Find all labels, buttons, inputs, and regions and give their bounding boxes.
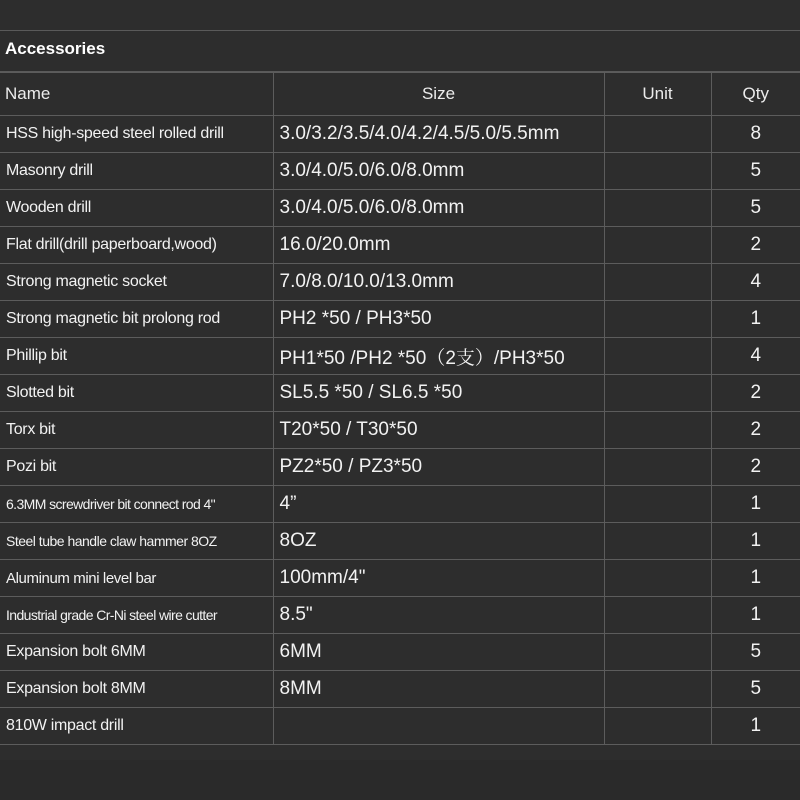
table-row bbox=[0, 412, 800, 449]
cell-size: 100mm/4" bbox=[273, 560, 604, 597]
cell-name: Flat drill(drill paperboard,wood) bbox=[0, 227, 273, 264]
cell-size: 7.0/8.0/10.0/13.0mm bbox=[273, 264, 604, 301]
cell-qty: 1 bbox=[711, 523, 800, 560]
cell-size bbox=[273, 708, 604, 745]
cell-qty: 2 bbox=[711, 412, 800, 449]
cell-unit bbox=[604, 486, 711, 523]
cell-size: SL5.5 *50 / SL6.5 *50 bbox=[273, 375, 604, 412]
cell-size: PH2 *50 / PH3*50 bbox=[273, 301, 604, 338]
cell-name: Steel tube handle claw hammer 8OZ bbox=[0, 523, 273, 560]
table-header-row bbox=[0, 73, 800, 116]
accessories-table bbox=[0, 72, 800, 745]
table-row bbox=[0, 375, 800, 412]
table-row bbox=[0, 190, 800, 227]
cell-unit bbox=[604, 634, 711, 671]
table-row bbox=[0, 486, 800, 523]
table-row bbox=[0, 560, 800, 597]
cell-name: Expansion bolt 8MM bbox=[0, 671, 273, 708]
cell-name: Masonry drill bbox=[0, 153, 273, 190]
cell-name: Phillip bit bbox=[0, 338, 273, 375]
cell-qty: 1 bbox=[711, 301, 800, 338]
cell-unit bbox=[604, 449, 711, 486]
table-row bbox=[0, 634, 800, 671]
cell-size: 8OZ bbox=[273, 523, 604, 560]
cell-unit bbox=[604, 597, 711, 634]
table-row bbox=[0, 227, 800, 264]
cell-unit bbox=[604, 301, 711, 338]
cell-name: Pozi bit bbox=[0, 449, 273, 486]
cell-unit bbox=[604, 375, 711, 412]
table-row bbox=[0, 301, 800, 338]
cell-qty: 1 bbox=[711, 708, 800, 745]
table-row bbox=[0, 153, 800, 190]
cell-size: 6MM bbox=[273, 634, 604, 671]
cell-name: 6.3MM screwdriver bit connect rod 4" bbox=[0, 486, 273, 523]
cell-name: Aluminum mini level bar bbox=[0, 560, 273, 597]
table-row bbox=[0, 597, 800, 634]
cell-unit bbox=[604, 708, 711, 745]
cell-qty: 2 bbox=[711, 227, 800, 264]
cell-qty: 1 bbox=[711, 560, 800, 597]
cell-name: Strong magnetic socket bbox=[0, 264, 273, 301]
cell-unit bbox=[604, 338, 711, 375]
table-row bbox=[0, 338, 800, 375]
accessories-title: Accessories bbox=[5, 39, 106, 58]
cell-size: 3.0/4.0/5.0/6.0/8.0mm bbox=[273, 190, 604, 227]
cell-size: 8.5" bbox=[273, 597, 604, 634]
cell-name: Expansion bolt 6MM bbox=[0, 634, 273, 671]
cell-qty: 4 bbox=[711, 338, 800, 375]
table-row bbox=[0, 523, 800, 560]
cell-size: 4” bbox=[273, 486, 604, 523]
cell-unit bbox=[604, 227, 711, 264]
cell-qty: 5 bbox=[711, 153, 800, 190]
cell-name: Slotted bit bbox=[0, 375, 273, 412]
cell-unit bbox=[604, 671, 711, 708]
cell-qty: 5 bbox=[711, 634, 800, 671]
cell-unit bbox=[604, 523, 711, 560]
cell-unit bbox=[604, 190, 711, 227]
cell-qty: 4 bbox=[711, 264, 800, 301]
cell-qty: 5 bbox=[711, 671, 800, 708]
cell-unit bbox=[604, 116, 711, 153]
cell-size: 16.0/20.0mm bbox=[273, 227, 604, 264]
cell-name: HSS high-speed steel rolled drill bbox=[0, 116, 273, 153]
table-row bbox=[0, 449, 800, 486]
cell-size: T20*50 / T30*50 bbox=[273, 412, 604, 449]
cell-unit bbox=[604, 153, 711, 190]
cell-qty: 2 bbox=[711, 449, 800, 486]
cell-unit bbox=[604, 560, 711, 597]
cell-size: 3.0/4.0/5.0/6.0/8.0mm bbox=[273, 153, 604, 190]
table-body bbox=[0, 116, 800, 745]
cell-qty: 8 bbox=[711, 116, 800, 153]
table-row bbox=[0, 708, 800, 745]
cell-name: Industrial grade Cr-Ni steel wire cutter bbox=[0, 597, 273, 634]
cell-qty: 1 bbox=[711, 597, 800, 634]
header-qty: Qty bbox=[711, 73, 800, 116]
cell-name: Strong magnetic bit prolong rod bbox=[0, 301, 273, 338]
table-row bbox=[0, 671, 800, 708]
cell-unit bbox=[604, 264, 711, 301]
accessories-title-bar bbox=[0, 30, 800, 72]
cell-qty: 5 bbox=[711, 190, 800, 227]
cell-size: 3.0/3.2/3.5/4.0/4.2/4.5/5.0/5.5mm bbox=[273, 116, 604, 153]
table-row bbox=[0, 264, 800, 301]
cell-unit bbox=[604, 412, 711, 449]
header-size: Size bbox=[273, 73, 604, 116]
cell-qty: 1 bbox=[711, 486, 800, 523]
header-unit: Unit bbox=[604, 73, 711, 116]
cell-size: 8MM bbox=[273, 671, 604, 708]
cell-name: Torx bit bbox=[0, 412, 273, 449]
table-row bbox=[0, 116, 800, 153]
cell-qty: 2 bbox=[711, 375, 800, 412]
header-name: Name bbox=[0, 73, 273, 116]
cell-name: 810W impact drill bbox=[0, 708, 273, 745]
cell-name: Wooden drill bbox=[0, 190, 273, 227]
cell-size: PZ2*50 / PZ3*50 bbox=[273, 449, 604, 486]
cell-size: PH1*50 /PH2 *50（2支）/PH3*50 bbox=[273, 338, 604, 375]
